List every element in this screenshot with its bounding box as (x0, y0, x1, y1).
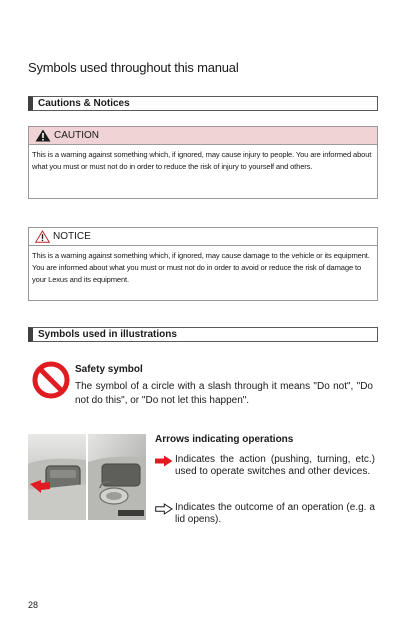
caution-label: CAUTION (54, 130, 99, 141)
section-header-cautions-notices: Cautions & Notices (28, 96, 378, 111)
legend-action (155, 454, 375, 478)
legend-outcome (155, 502, 375, 526)
notice-header (29, 228, 377, 246)
legend-outcome-text: Indicates the outcome of an operation (e.g. a lid opens). (175, 502, 375, 525)
outline-outcome-arrow-icon (155, 503, 173, 515)
no-sign-icon (32, 361, 70, 399)
caution-header (29, 127, 377, 145)
warning-triangle-outline-icon (35, 230, 50, 243)
red-action-arrow-icon (155, 455, 173, 467)
legend-action-text: Indicates the action (pushing, turning, etc.) used to operate switches and other devices. (175, 454, 375, 477)
safety-symbol-text: The symbol of a circle with a slash through it means "Do not", "Do not do this", or "Do not let this happen". (75, 381, 373, 406)
arrows-title: Arrows indicating operations (155, 434, 294, 445)
notice-box (28, 227, 378, 301)
warning-triangle-icon (35, 129, 51, 142)
caution-box (28, 126, 378, 199)
notice-text: This is a warning against something which, if ignored, may cause damage to the vehicle or its equipment. You are informed about what you must or must not do in order to avoid or reduce the risk of damage to your Lexus and its equipment. (32, 251, 370, 284)
page-title: Symbols used throughout this manual (28, 60, 239, 75)
page-number: 28 (28, 600, 39, 610)
operation-illustration (28, 434, 146, 520)
notice-label: NOTICE (53, 231, 91, 242)
section-header-symbols-illustrations: Symbols used in illustrations (28, 327, 378, 342)
safety-symbol-title: Safety symbol (75, 364, 143, 375)
caution-text: This is a warning against something which, if ignored, may cause injury to people. You are informed about what you must or must not do in order to reduce the risk of injury to yourself and others. (32, 150, 372, 171)
